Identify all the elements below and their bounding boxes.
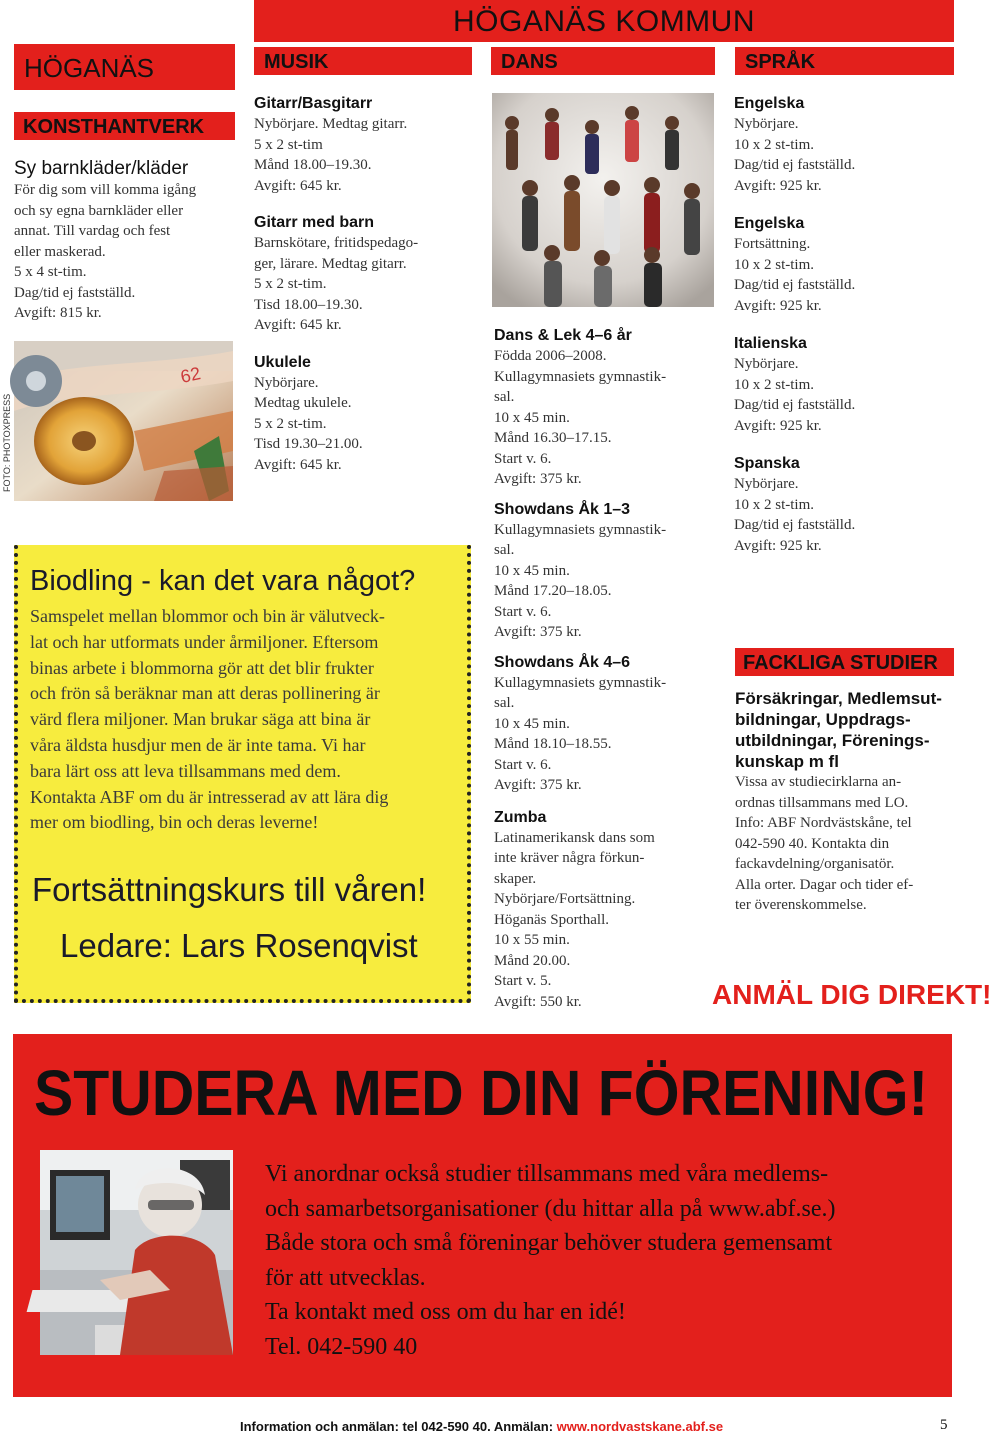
course-title: Dans & Lek 4–6 år <box>494 327 632 344</box>
course-line: Start v. 6. <box>494 603 552 620</box>
course-line: 10 x 2 st-tim. <box>734 496 815 513</box>
banner-title: HÖGANÄS KOMMUN <box>452 5 756 38</box>
biodling-line: och frön så beräknar man att deras pollinering är <box>30 683 380 704</box>
fackliga-line: fackavdelning/organisatör. <box>735 856 895 872</box>
course-line: Nybörjare. <box>734 476 799 492</box>
course-title: Ukulele <box>254 353 311 371</box>
course-line: Månd 20.00. <box>494 952 571 969</box>
studera-line: och samarbetsorganisationer (du hittar alla på www.abf.se.) <box>265 1195 836 1222</box>
biodling-content <box>30 562 470 836</box>
biodling-line: våra äldsta husdjur men de är inte tama. Vi har <box>30 734 366 755</box>
fackliga-header <box>735 648 954 676</box>
course-line: Nybörjare. <box>734 116 799 132</box>
course-line: Kullagymnasiets gymnastik- <box>494 521 667 538</box>
course-line: Latinamerikansk dans som <box>494 829 655 846</box>
course-line: Nybörjare/Fortsättning. <box>494 891 636 907</box>
computer-photo <box>40 1150 233 1355</box>
musik-header <box>254 47 472 75</box>
course-line: Månd 16.30–17.15. <box>494 430 612 446</box>
course-line: Kullagymnasiets gymnastik- <box>494 674 667 691</box>
course-line: Dag/tid ej fastställd. <box>734 397 856 413</box>
fackliga-title: bildningar, Uppdrags- <box>735 710 911 729</box>
studera-line: Både stora och små föreningar behöver studera gemensamt <box>265 1230 833 1256</box>
course-line: sal. <box>494 542 515 558</box>
course-line: Avgift: 925 kr. <box>734 537 822 554</box>
course-line: ger, lärare. Medtag gitarr. <box>254 255 407 272</box>
dans-header-label: DANS <box>501 51 558 73</box>
course-line: Dag/tid ej fastställd. <box>14 284 136 301</box>
course-line: 10 x 45 min. <box>494 562 570 579</box>
footer-info: Information och anmälan: tel 042-590 40. Anmälan: <box>240 1419 557 1434</box>
course-line: Nybörjare. Medtag gitarr. <box>254 116 408 132</box>
footer-link[interactable]: www.nordvastskane.abf.se <box>556 1419 724 1434</box>
footer <box>240 1419 920 1434</box>
course-line: annat. Till vardag och fest <box>14 223 171 239</box>
biodling-line: värd flera miljoner. Man brukar säga att bina är <box>30 709 371 730</box>
anmal-dig-direkt: ANMÄL DIG DIREKT! <box>712 979 991 1010</box>
course-line: Start v. 6. <box>494 450 552 467</box>
course-title: Showdans Åk 4–6 <box>494 653 631 671</box>
course-line: Kullagymnasiets gymnastik- <box>494 368 667 385</box>
fackliga-line: Alla orter. Dagar och tider ef- <box>735 876 914 893</box>
course-line: Nybörjare. <box>254 374 319 391</box>
course-line: 10 x 45 min. <box>494 409 570 426</box>
dans-column <box>494 326 714 1012</box>
course-sy-barnklader <box>14 157 239 324</box>
course-title: Sy barnkläder/kläder <box>14 158 189 179</box>
course-line: 5 x 2 st-tim. <box>254 276 327 292</box>
course-line: Avgift: 375 kr. <box>494 777 582 793</box>
course-line: inte kräver några förkun- <box>494 850 645 866</box>
biodling-line: lat och har utformats under årmiljoner. Eftersom <box>30 631 379 652</box>
course-line: Fortsättning. <box>734 236 811 252</box>
course-line: Månd 18.10–18.55. <box>494 736 612 752</box>
course-line: Månd 17.20–18.05. <box>494 583 612 599</box>
biodling-line: binas arbete i blommorna gör att det blir frukter <box>30 657 374 678</box>
dans-header <box>491 47 715 75</box>
svg-text:62: 62 <box>178 363 203 387</box>
course-title: Gitarr/Basgitarr <box>254 95 373 112</box>
course-line: 10 x 2 st-tim. <box>734 136 815 153</box>
course-line: 10 x 2 st-tim. <box>734 256 815 273</box>
fackliga-line: Info: ABF Nordvästskåne, tel <box>735 815 912 831</box>
studera-headline: STUDERA MED DIN FÖRENING! <box>34 1057 929 1129</box>
course-line: Start v. 5. <box>494 973 552 989</box>
fackliga-line: 042-590 40. Kontakta din <box>735 835 890 852</box>
konsthantverk-label: KONSTHANTVERK <box>23 116 205 138</box>
biodling-line: bara lärt oss att leva tillsammans med dem. <box>30 760 341 781</box>
course-line: 5 x 4 st-tim. <box>14 264 87 280</box>
course-line: Födda 2006–2008. <box>494 348 607 364</box>
course-line: Tisd 18.00–19.30. <box>254 296 363 313</box>
course-line: Barnskötare, fritidspedago- <box>254 235 419 251</box>
fackliga-title: Försäkringar, Medlemsut- <box>735 689 942 708</box>
course-line: Månd 18.00–19.30. <box>254 157 372 173</box>
course-line: Tisd 19.30–21.00. <box>254 436 363 452</box>
course-line: Dag/tid ej fastställd. <box>734 517 856 533</box>
course-title: Showdans Åk 1–3 <box>494 500 631 518</box>
course-line: Nybörjare. <box>734 356 799 372</box>
course-line: sal. <box>494 389 515 405</box>
fackliga-header-label: FACKLIGA STUDIER <box>743 652 938 674</box>
sprak-column <box>734 94 954 556</box>
course-line: Start v. 6. <box>494 756 552 773</box>
hoganas-tab <box>14 44 235 90</box>
sprak-header-label: SPRÅK <box>745 51 816 73</box>
course-line: Medtag ukulele. <box>254 395 352 411</box>
course-line: skaper. <box>494 870 537 887</box>
fackliga-line: ordnas tillsammans med LO. <box>735 794 909 811</box>
course-line: För dig som vill komma igång <box>14 182 197 198</box>
course-line: Avgift: 925 kr. <box>734 177 822 194</box>
course-title: Engelska <box>734 215 805 232</box>
musik-column <box>254 94 472 475</box>
course-line: Avgift: 645 kr. <box>254 456 342 473</box>
sprak-header <box>735 47 954 75</box>
course-title: Gitarr med barn <box>254 214 375 231</box>
studera-body <box>265 1157 945 1364</box>
fackliga-title: kunskap m fl <box>735 752 839 771</box>
biodling-line: mer om biodling, bin och deras leverne! <box>30 812 319 833</box>
fackliga-title: utbildningar, Förenings- <box>735 731 930 750</box>
biodling-line: Samspelet mellan blommor och bin är välutveck- <box>30 606 385 626</box>
fackliga-block <box>735 688 955 916</box>
studera-line: Tel. 042-590 40 <box>265 1333 418 1360</box>
course-title: Italienska <box>734 335 807 352</box>
hoganas-tab-label: HÖGANÄS <box>24 53 155 83</box>
course-line: 10 x 55 min. <box>494 932 570 948</box>
course-line: Avgift: 645 kr. <box>254 317 342 333</box>
studera-line: Vi anordnar också studier tillsammans med våra medlems- <box>265 1161 829 1187</box>
top-banner <box>254 0 954 42</box>
biodling-title: Biodling - kan det vara något? <box>30 565 416 597</box>
biodling-body <box>30 604 470 836</box>
course-line: 10 x 45 min. <box>494 715 570 732</box>
course-line: Avgift: 925 kr. <box>734 417 822 434</box>
konsthantverk-header <box>14 112 235 140</box>
fackliga-line: ter överenskommelse. <box>735 897 867 913</box>
musik-header-label: MUSIK <box>264 51 329 73</box>
course-line: 5 x 2 st-tim <box>254 136 323 153</box>
course-line: Avgift: 925 kr. <box>734 297 822 314</box>
biodling-cta-1: Fortsättningskurs till våren! <box>32 871 427 908</box>
photo-credit: FOTO: PHOTOXPRESS <box>2 393 12 492</box>
course-line: Höganäs Sporthall. <box>494 911 609 928</box>
studera-line: Ta kontakt med oss om du har en idé! <box>265 1299 626 1325</box>
course-line: Avgift: 815 kr. <box>14 305 102 321</box>
dance-photo <box>492 93 714 307</box>
biodling-cta-2: Ledare: Lars Rosenqvist <box>60 927 418 964</box>
course-line: eller maskerad. <box>14 243 106 260</box>
studera-line: för att utvecklas. <box>265 1264 426 1291</box>
course-title: Spanska <box>734 455 800 472</box>
page-number: 5 <box>940 1417 948 1433</box>
course-line: Avgift: 550 kr. <box>494 993 582 1010</box>
course-title: Engelska <box>734 95 805 112</box>
biodling-line: Kontakta ABF om du är intresserad av att lära dig <box>30 786 389 807</box>
course-line: Avgift: 645 kr. <box>254 177 342 194</box>
fackliga-line: Vissa av studiecirklarna an- <box>735 774 902 790</box>
course-line: 10 x 2 st-tim. <box>734 376 815 393</box>
course-line: och sy egna barnkläder eller <box>14 202 184 219</box>
course-line: Avgift: 375 kr. <box>494 624 582 640</box>
course-line: 5 x 2 st-tim. <box>254 415 327 432</box>
course-title: Zumba <box>494 808 547 826</box>
course-line: Dag/tid ej fastställd. <box>734 157 856 173</box>
course-line: sal. <box>494 695 515 711</box>
course-line: Avgift: 375 kr. <box>494 471 582 487</box>
sewing-photo <box>14 341 233 501</box>
course-line: Dag/tid ej fastställd. <box>734 277 856 293</box>
